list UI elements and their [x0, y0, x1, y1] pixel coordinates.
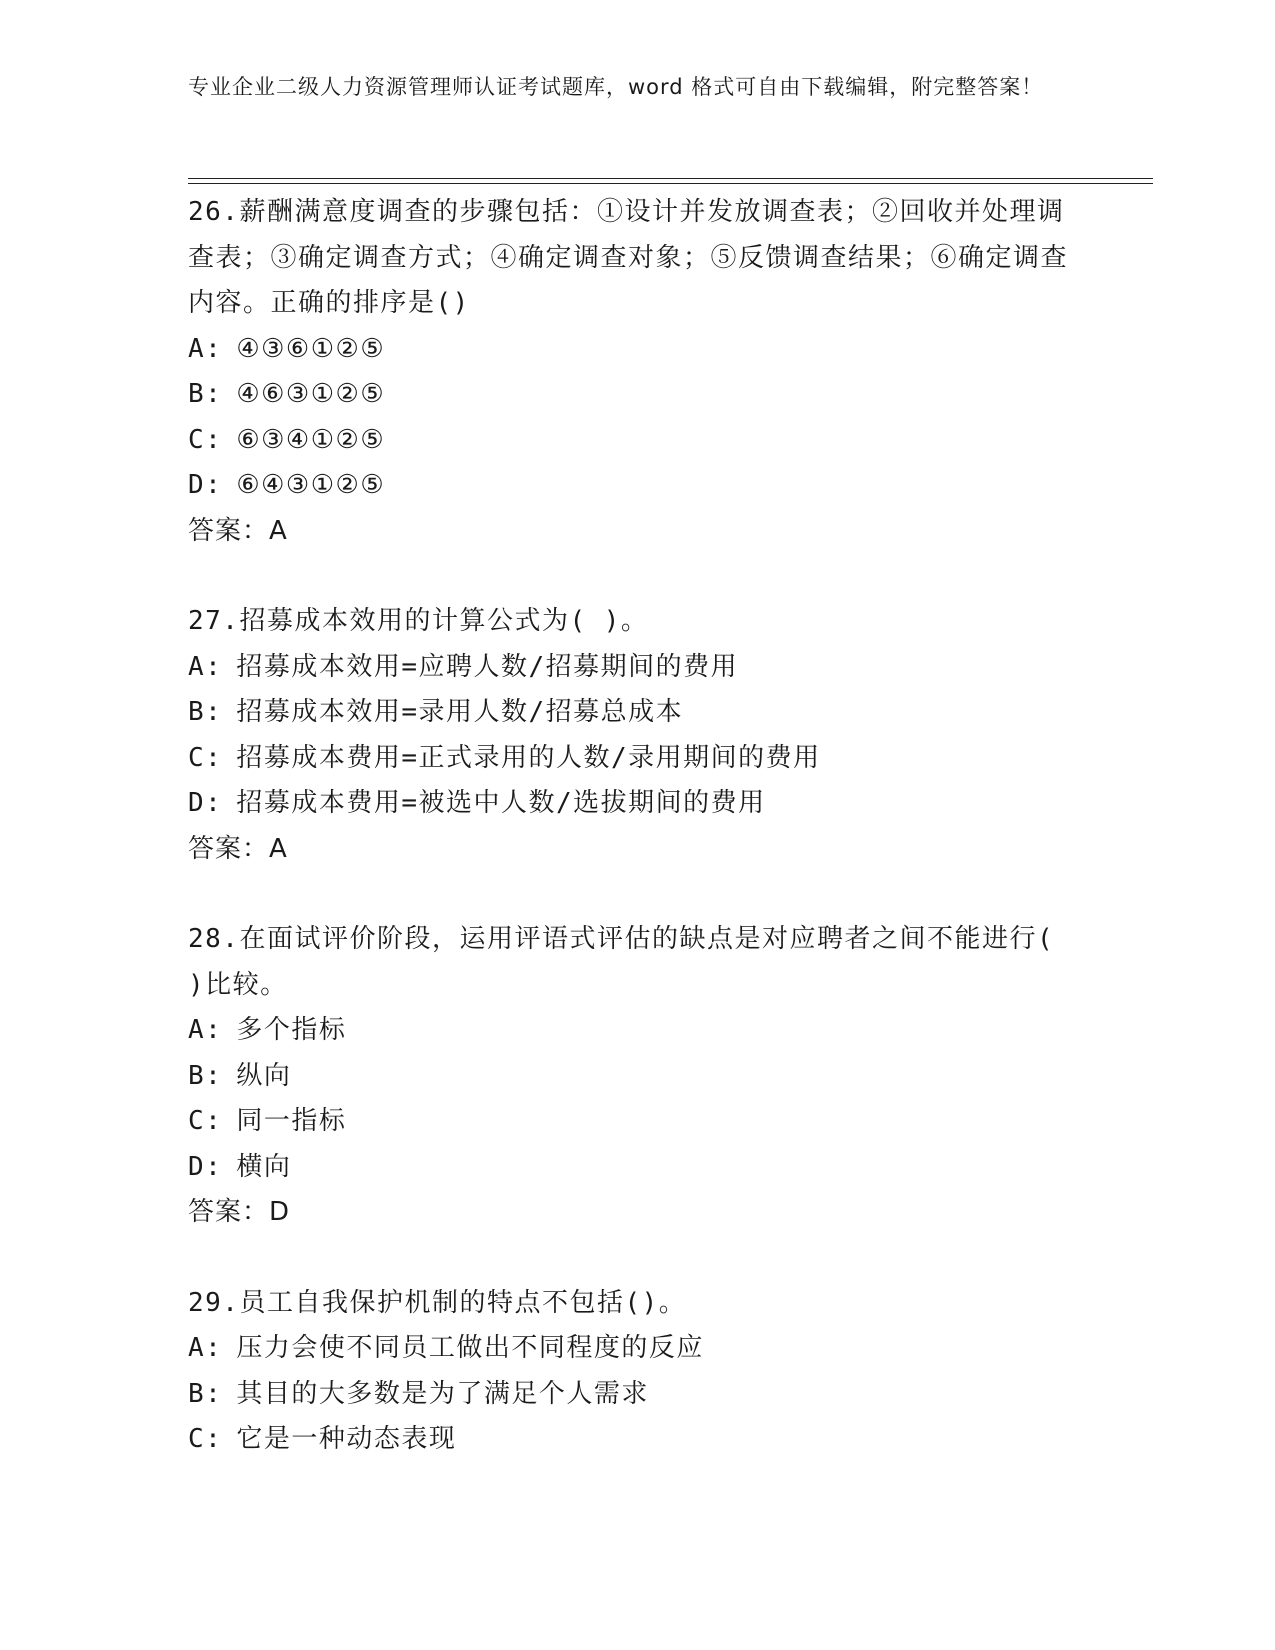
option-text: 同一指标 — [236, 1106, 347, 1136]
option-key: B: — [188, 1378, 223, 1409]
option-text: 招募成本效用=应聘人数/招募期间的费用 — [236, 651, 739, 682]
option-d — [188, 781, 1088, 827]
option-text: ④⑥③①②⑤ — [236, 379, 386, 409]
option-a — [188, 1008, 1088, 1054]
option-a — [188, 327, 1088, 373]
question-26 — [188, 190, 1088, 554]
option-key: C: — [188, 1424, 223, 1454]
question-stem: 26.薪酬满意度调查的步骤包括：①设计并发放调查表；②回收并处理调查表；③确定调查方式；④确定调查对象；⑤反馈调查结果；⑥确定调查内容。正确的排序是() — [188, 197, 1069, 318]
answer-line: 答案：D — [188, 1197, 291, 1227]
header-divider-bottom — [188, 183, 1153, 184]
option-key: B: — [188, 379, 223, 409]
option-text: ⑥④③①②⑤ — [236, 470, 386, 500]
option-key: A: — [188, 651, 223, 682]
option-c — [188, 736, 1088, 782]
option-key: D: — [188, 1151, 223, 1182]
option-text: 压力会使不同员工做出不同程度的反应 — [236, 1333, 704, 1363]
option-text: ④③⑥①②⑤ — [236, 333, 386, 364]
question-27 — [188, 599, 1088, 872]
question-stem: 27.招募成本效用的计算公式为( )。 — [188, 606, 649, 636]
option-b — [188, 1054, 1088, 1100]
option-d — [188, 463, 1088, 509]
option-key: C: — [188, 742, 223, 773]
option-text: 横向 — [236, 1151, 292, 1182]
document-header: 专业企业二级人力资源管理师认证考试题库，word 格式可自由下载编辑，附完整答案！ — [188, 75, 1044, 99]
header-divider-top — [188, 178, 1153, 179]
option-a — [188, 1326, 1088, 1372]
option-d — [188, 1145, 1088, 1191]
option-text: 招募成本费用=被选中人数/选拔期间的费用 — [236, 788, 766, 818]
option-key: A: — [188, 1015, 223, 1045]
question-stem: 28.在面试评价阶段，运用评语式评估的缺点是对应聘者之间不能进行( )比较。 — [188, 924, 1055, 1000]
option-text: 它是一种动态表现 — [236, 1424, 457, 1454]
option-key: A: — [188, 333, 223, 364]
option-text: 招募成本效用=录用人数/招募总成本 — [236, 697, 684, 727]
option-text: ⑥③④①②⑤ — [236, 424, 386, 455]
option-key: C: — [188, 424, 223, 455]
option-c — [188, 1099, 1088, 1145]
question-stem: 29.员工自我保护机制的特点不包括()。 — [188, 1287, 687, 1318]
question-29 — [188, 1281, 1088, 1463]
option-key: C: — [188, 1106, 223, 1136]
option-key: D: — [188, 788, 223, 818]
option-text: 多个指标 — [236, 1015, 347, 1045]
option-text: 纵向 — [236, 1060, 292, 1091]
question-list — [188, 190, 1088, 1508]
option-c — [188, 418, 1088, 464]
option-text: 招募成本费用=正式录用的人数/录用期间的费用 — [236, 742, 821, 773]
answer-line: 答案：A — [188, 515, 288, 546]
option-c — [188, 1417, 1088, 1463]
option-b — [188, 1372, 1088, 1418]
option-key: A: — [188, 1333, 223, 1363]
option-b — [188, 372, 1088, 418]
option-key: D: — [188, 470, 223, 500]
answer-line: 答案：A — [188, 833, 288, 864]
option-a — [188, 645, 1088, 691]
option-b — [188, 690, 1088, 736]
option-key: B: — [188, 1060, 223, 1091]
question-28 — [188, 917, 1088, 1236]
option-key: B: — [188, 697, 223, 727]
option-text: 其目的大多数是为了满足个人需求 — [236, 1378, 649, 1409]
